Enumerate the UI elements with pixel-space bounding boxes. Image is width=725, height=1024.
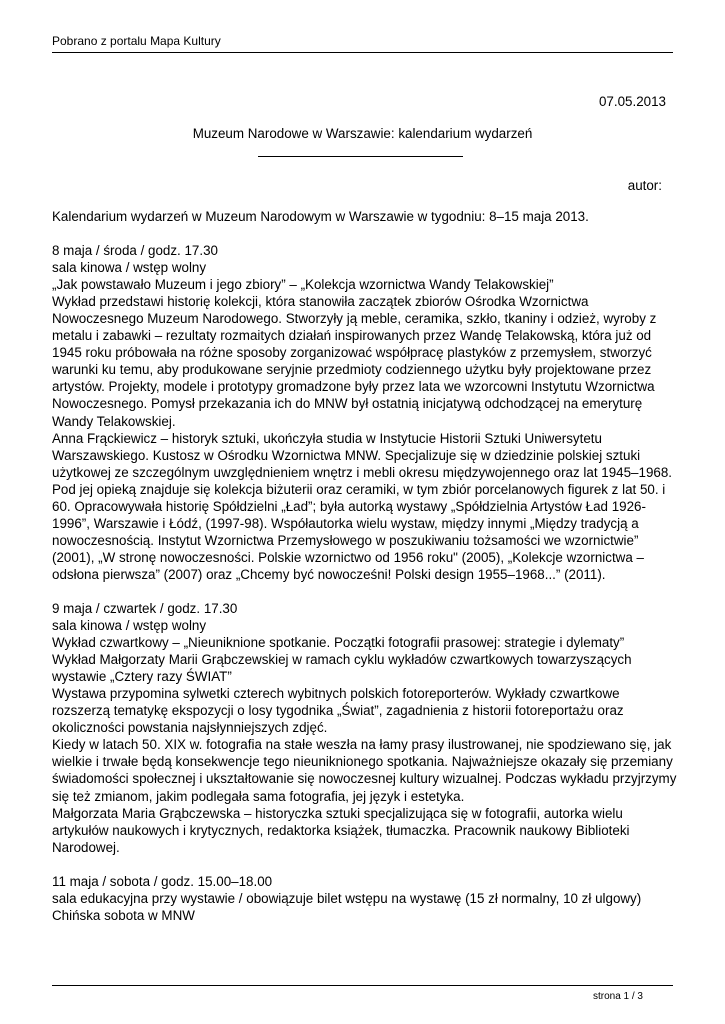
- event-venue: sala kinowa / wstęp wolny: [52, 260, 207, 276]
- header-divider: [52, 52, 673, 53]
- event-date-time: 8 maja / środa / godz. 17.30: [52, 243, 218, 259]
- event-venue: sala kinowa / wstęp wolny: [52, 618, 207, 634]
- event-venue: sala edukacyjna przy wystawie / obowiązuje bilet wstępu na wystawę (15 zł normalny, 10 zł ulgowy): [52, 890, 642, 906]
- lecturer-bio: Małgorzata Maria Grąbczewska – historyczka sztuki specjalizująca się w fotografii, autorka wielu artykułów naukowych i krytycznych, redaktorka książek, tłumaczka. Pracownik naukowy Biblioteki Narodowej.: [52, 805, 630, 855]
- title-underline: [258, 156, 463, 157]
- event-date-time: 9 maja / czwartek / godz. 17.30: [52, 600, 238, 616]
- event-3: [52, 873, 677, 924]
- page-number: strona 1 / 3: [592, 991, 643, 1002]
- author-label: autor:: [627, 178, 662, 193]
- event-description: Wystawa przypomina sylwetki czterech wybitnych polskich fotoreporterów. Wykłady czwartkowe rozszerzą tematykę ekspozycji o losy tygodnika „Świat”, zagadnienia z historii fotoreportażu oraz okoliczności powstania najsłynniejszych zdjęć.: [52, 686, 624, 736]
- document-title: Muzeum Narodowe w Warszawie: kalendarium wydarzeń: [192, 126, 533, 141]
- spacer: [52, 583, 677, 600]
- lecturer-bio: Anna Frąckiewicz – historyk sztuki, ukończyła studia w Instytucie Historii Sztuki Uniwersytetu Warszawskiego. Kustosz w Ośrodku Wzornictwa MNW. Specjalizuje się w dziedzinie polskiej sztuki użytkowej ze szczególnym uwzględnieniem wnętrz i mebli okresu międzywojennego oraz lat 1945–1968. Pod jej opieką znajduje się kolekcja biżuterii oraz ceramiki, w tym zbiór porcelanowych figurek z lat 50. i 60. Opracowywała historię Spółdzielni „Ład”; była autorką wystawy „Spółdzielnia Artystów Ład 1926-1996”, Warszawie i Łódź, (1997-98). Współautorka wielu wystaw, między innymi „Między tradycją a nowoczesnością. Instytut Wzornictwa Przemysłowego w poszukiwaniu tożsamości we wzornictwie” (2001), „W stronę nowoczesności. Polskie wzornictwo od 1956 roku" (2005), „Kolekcje wzornictwa – odsłona pierwsza” (2007) oraz „Chcemy być nowocześni! Polski design 1955–1968...” (2011).: [52, 430, 673, 582]
- source-header: Pobrano z portalu Mapa Kultury: [52, 34, 221, 48]
- document-date: 07.05.2013: [598, 94, 666, 109]
- event-date-time: 11 maja / sobota / godz. 15.00–18.00: [52, 873, 273, 889]
- event-description: Wykład przedstawi historię kolekcji, która stanowiła zaczątek zbiorów Ośrodka Wzornictwa Nowoczesnego Muzeum Narodowego. Stworzyły ją meble, ceramika, szkło, tkaniny i odzież, wyroby z metalu i zabawki – rezultaty rozmaitych działań inspirowanych przez Wandę Telakowską, która już od 1945 roku próbowała na różne sposoby zorganizować współpracę plastyków z przemysłem, stworzyć warunki ku temu, aby produkowane seryjnie przedmioty codziennego użytku były projektowane przez artystów. Projekty, modele i prototypy gromadzone były przez lata we wzorcowni Instytutu Wzornictwa Nowoczesnego. Pomysł przekazania ich do MNW był ostatnią inicjatywą odchodzącej na emeryturę Wandy Telakowskiej.: [52, 294, 657, 429]
- footer-divider: [52, 985, 673, 986]
- event-title: Wykład czwartkowy – „Nieuniknione spotkanie. Początki fotografii prasowej: strategie i dylematy”: [52, 635, 625, 651]
- spacer: [52, 225, 677, 242]
- event-title: Chińska sobota w MNW: [52, 907, 195, 923]
- intro-paragraph: Kalendarium wydarzeń w Muzeum Narodowym w Warszawie w tygodniu: 8–15 maja 2013.: [52, 209, 589, 224]
- event-subtitle: Wykład Małgorzaty Marii Grąbczewskiej w ramach cyklu wykładów czwartkowych towarzyszących wystawie „Cztery razy ŚWIAT”: [52, 652, 632, 685]
- event-title: „Jak powstawało Muzeum i jego zbiory” – „Kolekcja wzornictwa Wandy Telakowskiej”: [52, 277, 554, 293]
- event-1: [52, 242, 677, 583]
- event-description: Kiedy w latach 50. XIX w. fotografia na stałe weszła na łamy prasy ilustrowanej, nie spodziewano się, jak wielkie i trwałe będą konsekwencje tego nieuniknionego spotkania. Najważniejsze okazały się przemiany świadomości społecznej i ukształtowanie się nowoczesnej kultury wizualnej. Podczas wykładu przyjrzymy się też zmianom, jakim podlegała sama fotografia, jej język i estetyka.: [52, 737, 677, 804]
- event-2: [52, 600, 677, 856]
- document-body: [52, 208, 677, 924]
- spacer: [52, 856, 677, 873]
